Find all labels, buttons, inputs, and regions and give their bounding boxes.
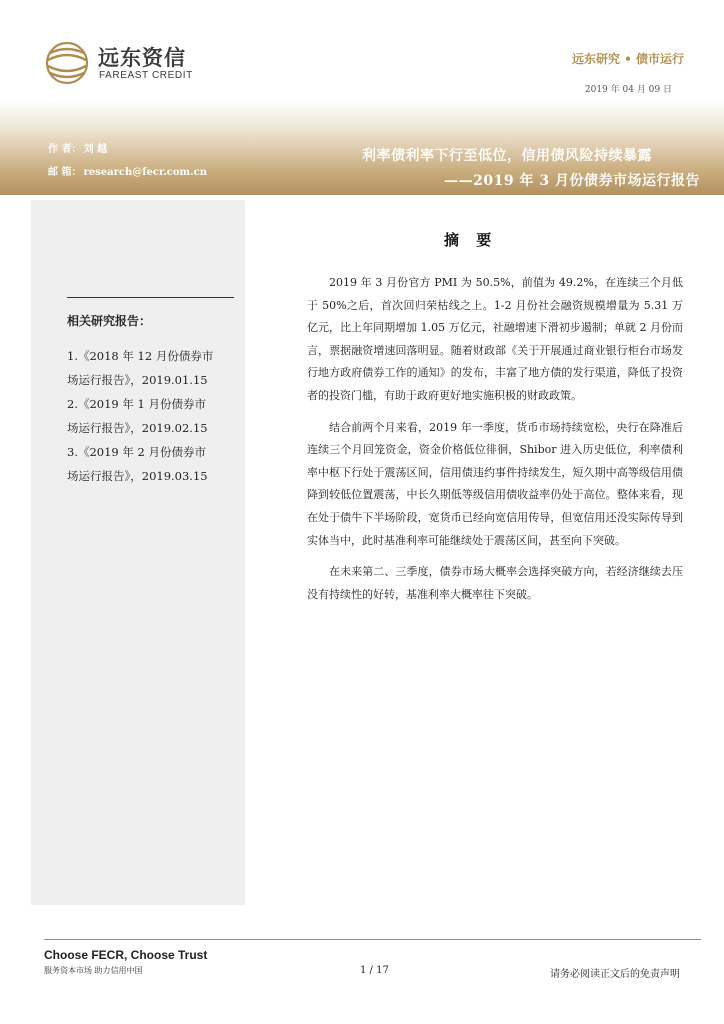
author-name: 刘 越 <box>83 144 107 155</box>
email-line <box>48 163 207 178</box>
related-reports-heading: 相关研究报告： <box>67 314 152 328</box>
report-date: 2019 年 04 月 09 日 <box>584 85 672 95</box>
logo-emblem-icon <box>44 40 90 86</box>
related-report-item[interactable] <box>67 392 242 440</box>
related-report-line: 1.《2018 年 12 月份债券市 <box>67 349 214 363</box>
sidebar-divider <box>67 297 234 298</box>
series-label: 远东研究 • 债市运行 <box>571 52 684 66</box>
sidebar <box>31 200 245 905</box>
company-logo <box>44 40 194 86</box>
author-label: 作 者： <box>48 144 82 155</box>
footer-subslogan: 服务资本市场 助力信用中国 <box>44 966 143 975</box>
related-reports-list <box>67 344 242 488</box>
related-report-item[interactable] <box>67 344 242 392</box>
email-address[interactable]: research@fecr.com.cn <box>83 167 207 178</box>
logo-english-text: FAREAST CREDIT <box>99 70 193 81</box>
email-label: 邮 箱： <box>48 167 82 178</box>
report-title: 利率债利率下行至低位，信用债风险持续暴露 <box>362 148 652 164</box>
footer-divider <box>44 939 701 940</box>
abstract-heading: 摘 要 <box>444 231 498 249</box>
related-report-line: 2.《2019 年 1 月份债券市 <box>67 397 207 411</box>
abstract-body <box>307 272 683 615</box>
page-number: 1 / 17 <box>360 965 389 976</box>
abstract-paragraph: 在未来第二、三季度，债券市场大概率会选择突破方向，若经济继续去压没有持续性的好转，基准利率大概率往下突破。 <box>307 565 683 601</box>
related-report-line: 场运行报告》，2019.01.15 <box>67 373 208 387</box>
related-report-line: 3.《2019 年 2 月份债券市 <box>67 445 207 459</box>
report-subtitle: ——2019 年 3 月份债券市场运行报告 <box>444 173 700 189</box>
related-report-line: 场运行报告》，2019.02.15 <box>67 421 208 435</box>
author-line <box>48 140 107 155</box>
logo-chinese-text: 远东资信 <box>98 46 186 70</box>
related-report-line: 场运行报告》，2019.03.15 <box>67 469 208 483</box>
footer-slogan: Choose FECR, Choose Trust <box>44 948 208 962</box>
abstract-paragraph: 结合前两个月来看，2019 年一季度，货币市场持续宽松，央行在降准后连续三个月回笼资金，资金价格低位徘徊，Shibor 进入历史低位，利率债利率中枢下行处于震荡区间，信用债违约事件持续发生，短久期中高等级信用债降到较低位置震荡，中长久期低等级信用债收益率仍处于高位。整体来看，现在处于债牛下半场阶段，宽货币已经向宽信用传导，但宽信用还没实际传导到实体当中，此时基准利率可能继续处于震荡区间，甚至向下突破。 <box>307 420 683 547</box>
abstract-paragraph: 2019 年 3 月份官方 PMI 为 50.5%，前值为 49.2%，在连续三个月低于 50%之后，首次回归荣枯线之上。1-2 月份社会融资规模增量为 5.31 万亿元，比上年同期增加 1.05 万亿元，社融增速下滑初步遏制；单就 2 月份而言，票据融资增速回落明显。随着财政部《关于开展通过商业银行柜台市场发行地方政府债券工作的通知》的发布，丰富了地方债的发行渠道，降低了投资者的投资门槛，有助于政府更好地实施积极的财政政策。 <box>307 276 683 402</box>
related-report-item[interactable] <box>67 440 242 488</box>
disclaimer-note: 请务必阅读正文后的免责声明 <box>550 969 680 980</box>
